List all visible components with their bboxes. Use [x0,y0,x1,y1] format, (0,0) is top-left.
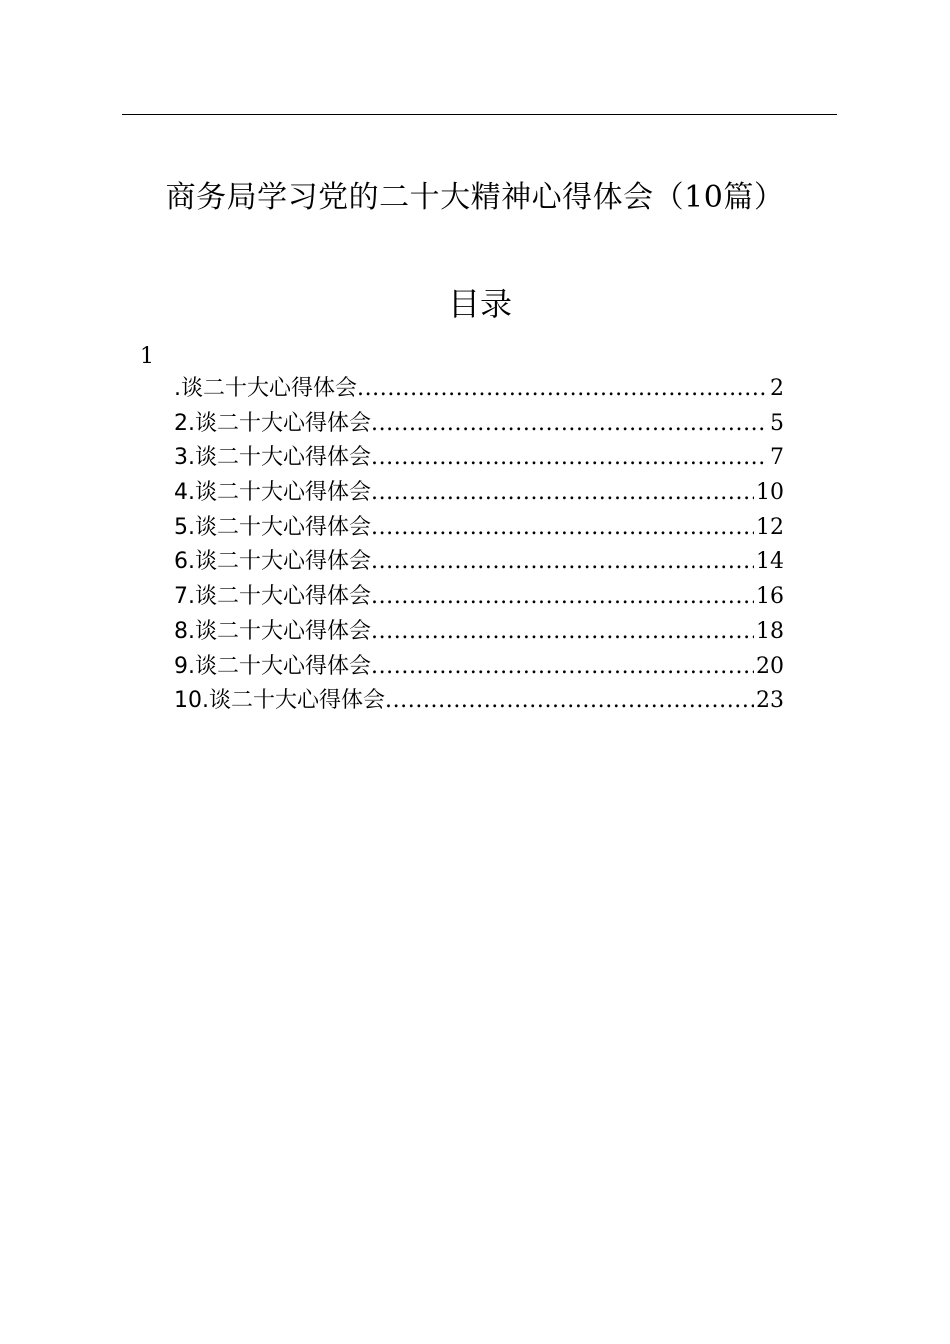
toc-entry[interactable] [174,650,784,685]
toc-entry[interactable] [174,615,784,650]
toc-entry-label: 7.谈二十大心得体会 [174,584,371,610]
toc-entry[interactable] [174,684,784,719]
toc-entry-page: 14 [756,549,784,575]
toc-heading: 目录 [447,285,512,323]
toc-dot-leader [371,580,754,615]
table-of-contents [174,372,784,719]
document-title-number: 10 [684,180,724,215]
toc-entry-label: 9.谈二十大心得体会 [174,653,371,679]
toc-entry-page: 23 [756,688,784,714]
toc-entry-label: 3.谈二十大心得体会 [174,445,371,471]
document-title-prefix: 商务局学习党的二十大精神心得体会（ [165,180,685,215]
toc-dot-leader [357,372,768,407]
toc-dot-leader [371,545,754,580]
toc-entry-label: 2.谈二十大心得体会 [174,410,371,436]
toc-dot-leader [371,650,754,685]
toc-entry-page: 7 [770,445,784,471]
document-title-suffix: 篇） [723,180,785,215]
toc-dot-leader [371,511,754,546]
toc-dot-leader [371,407,768,442]
toc-entry-page: 2 [770,376,784,401]
toc-entry-label: 5.谈二十大心得体会 [174,514,371,540]
toc-dot-leader [371,476,754,511]
toc-entry[interactable] [174,441,784,476]
toc-entry-label: 4.谈二十大心得体会 [174,480,371,506]
toc-entry-page: 10 [756,480,784,506]
toc-first-entry-number: 1 [140,344,154,369]
toc-dot-leader [385,684,754,719]
toc-entry[interactable] [174,476,784,511]
toc-entry[interactable] [174,580,784,615]
toc-entry[interactable] [174,407,784,442]
toc-dot-leader [371,615,754,650]
toc-entry-page: 12 [756,514,784,540]
toc-entry-page: 18 [756,618,784,644]
toc-entry-page: 20 [756,653,784,679]
toc-entry-label: 10.谈二十大心得体会 [174,688,385,714]
toc-entry-label: 8.谈二十大心得体会 [174,618,371,644]
document-title [0,176,950,220]
toc-entry[interactable] [174,545,784,580]
header-rule [122,114,837,115]
toc-entry-label: 6.谈二十大心得体会 [174,549,371,575]
toc-entry[interactable] [174,372,784,407]
toc-entry-label: .谈二十大心得体会 [174,376,357,401]
toc-entry-page: 5 [770,410,784,436]
toc-entry[interactable] [174,511,784,546]
toc-entry-page: 16 [756,584,784,610]
toc-dot-leader [371,441,768,476]
